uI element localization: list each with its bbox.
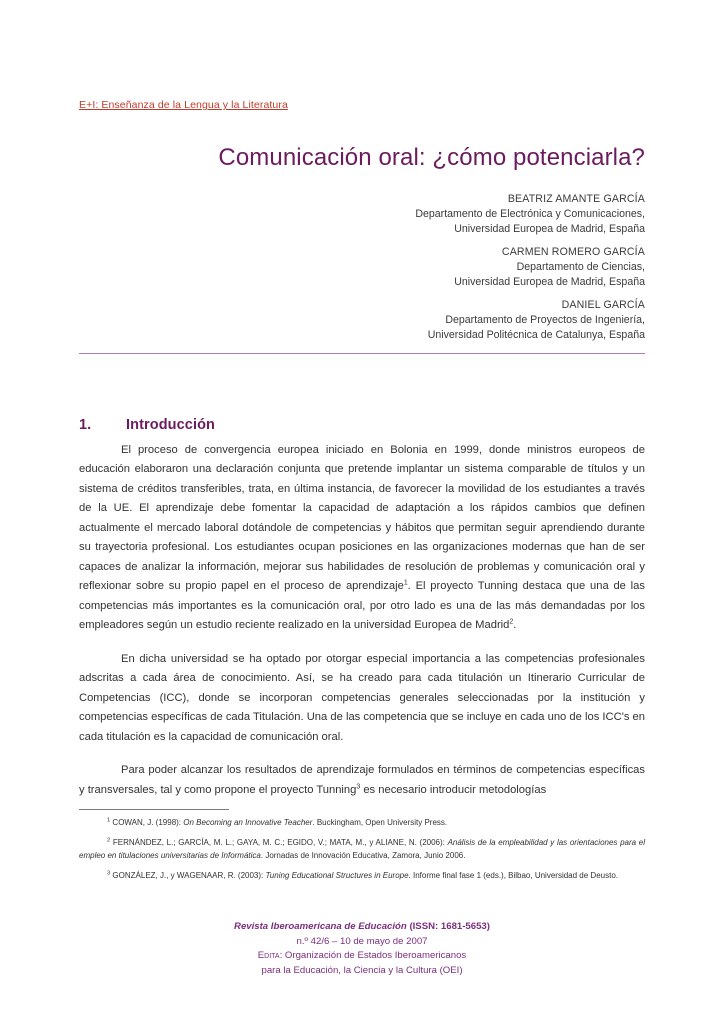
paragraph-text: . bbox=[513, 619, 517, 632]
paragraph bbox=[79, 441, 645, 636]
author-entry bbox=[240, 192, 645, 237]
header-divider-rule bbox=[79, 353, 645, 354]
footnote-title: On Becoming an Innovative Teacher bbox=[183, 818, 313, 827]
body-text bbox=[79, 441, 645, 800]
footnote-item bbox=[79, 817, 645, 830]
author-affiliation-line: Departamento de Electrónica y Comunicaciones, bbox=[415, 208, 645, 221]
footer-journal-line bbox=[79, 920, 645, 935]
footnote-item bbox=[79, 870, 645, 883]
footnote-title: Análisis de la empleabilidad y las orientaciones para el empleo en titulaciones universitarias de Informática bbox=[79, 837, 645, 860]
footer-issue-line: n.º 42/6 – 10 de mayo de 2007 bbox=[296, 935, 428, 947]
footnote-text: COWAN, J. (1998): bbox=[110, 818, 184, 827]
footnote-ref-3[interactable]: 3 bbox=[356, 783, 361, 791]
author-affiliation-line: Departamento de Proyectos de Ingeniería, bbox=[445, 314, 645, 327]
paragraph: En dicha universidad se ha optado por otorgar especial importancia a las competencias profesionales adscritas a cada área de conocimiento. Así, se ha creado para cada titulación un Itinerario Curricular de Competencias (ICC), donde se incorporan competencias generales seleccionadas por la institución y competencias específicas de cada Titulación. Una de las competencia que se incluye en cada uno de los ICC's en cada titulación es la capacidad de comunicación oral. bbox=[79, 652, 645, 743]
publisher-name: : Organización de Estados Iberoamericanos bbox=[279, 950, 467, 962]
footnote-marker: 1 bbox=[107, 817, 111, 824]
section-number: 1. bbox=[79, 417, 92, 434]
author-name: BEATRIZ AMANTE GARCÍA bbox=[507, 193, 645, 205]
footnote-marker: 3 bbox=[107, 870, 111, 877]
footer-publisher-line-2: para la Educación, la Ciencia y la Cultura (OEI) bbox=[261, 964, 463, 976]
journal-issn: (ISSN: 1681-5653) bbox=[406, 921, 490, 932]
footnote-text: . Informe final fase 1 (eds.), Bilbao, Universidad de Deusto. bbox=[408, 870, 618, 880]
author-name: DANIEL GARCÍA bbox=[561, 299, 645, 312]
footnote-text: . Jornadas de Innovación Educativa, Zamora, Junio 2006. bbox=[260, 850, 466, 860]
footnotes-block bbox=[79, 817, 645, 883]
footnote-text: FERNÁNDEZ, L.; GARCÍA, M. L.; GAYA, M. C.; EGIDO, V.; MATA, M., y ALIANE, N. (2006): bbox=[110, 837, 448, 847]
author-block bbox=[240, 192, 645, 343]
footnote-marker: 2 bbox=[107, 837, 111, 844]
author-affiliation-line: Universidad Politécnica de Catalunya, España bbox=[427, 329, 645, 342]
author-entry bbox=[240, 298, 645, 343]
series-breadcrumb-link[interactable]: E+I: Enseñanza de la Lengua y la Literatura bbox=[79, 99, 288, 111]
footnote-ref-1[interactable]: 1 bbox=[403, 579, 408, 587]
paragraph-text: es necesario introducir metodologías bbox=[360, 783, 547, 796]
section-heading bbox=[79, 417, 215, 433]
section-title: Introducción bbox=[126, 417, 215, 434]
paragraph-text: El proceso de convergencia europea iniciado en Bolonia en 1999, donde ministros europeos de educación elaboraron una declaración conjunta que pretende implantar un sistema comparable de títulos y un sistema de créditos transferibles, trata, en última instancia, de favorecer la movilidad de los estudiantes a través de la UE. El aprendizaje debe fomentar la capacidad de adaptación a los rápidos cambios que definen actualmente el mercado laboral dotándole de competencias y hábitos que permitan seguir aprendiendo durante su trayectoria profesional. Los estudiantes ocupan posiciones en las organizaciones modernas que han de ser capaces de analizar la información, mejorar sus habilidades de resolución de problemas y comunicación oral y reflexionar sobre su propio papel en el proceso de aprendizaje bbox=[79, 444, 645, 593]
author-affiliation-line: Universidad Europea de Madrid, España bbox=[454, 223, 645, 236]
edita-label: Edita bbox=[257, 950, 280, 962]
author-affiliation-line: Universidad Europea de Madrid, España bbox=[454, 276, 645, 289]
paragraph bbox=[79, 761, 645, 800]
paragraph-text: Para poder alcanzar los resultados de aprendizaje formulados en términos de competencias específicas y transversales, tal y como propone el proyecto Tunning bbox=[79, 764, 645, 796]
author-name: CARMEN ROMERO GARCÍA bbox=[501, 246, 645, 259]
footnote-separator-rule bbox=[79, 809, 229, 810]
paragraph-text: . El proyecto Tunning destaca que una de las competencias más importantes es la comunicación oral, por otro lado es una de las más demandadas por los empleadores según un estudio reciente realizado en la universidad Europea de Madrid bbox=[79, 580, 645, 632]
page-title: Comunicación oral: ¿cómo potenciarla? bbox=[218, 144, 645, 172]
footnote-title: Tuning Educational Structures in Europe bbox=[265, 870, 409, 880]
footer-publisher-line bbox=[79, 949, 645, 964]
footnote-text: GONZÁLEZ, J., y WAGENAAR, R. (2003): bbox=[110, 870, 266, 880]
footnote-ref-2[interactable]: 2 bbox=[509, 618, 514, 626]
page-footer bbox=[79, 920, 645, 978]
footnote-text: . Buckingham, Open University Press. bbox=[312, 818, 448, 827]
author-entry bbox=[240, 245, 645, 290]
footnote-item bbox=[79, 837, 645, 863]
author-affiliation-line: Departamento de Ciencias, bbox=[516, 261, 645, 274]
journal-name: Revista Iberoamericana de Educación bbox=[234, 921, 407, 932]
